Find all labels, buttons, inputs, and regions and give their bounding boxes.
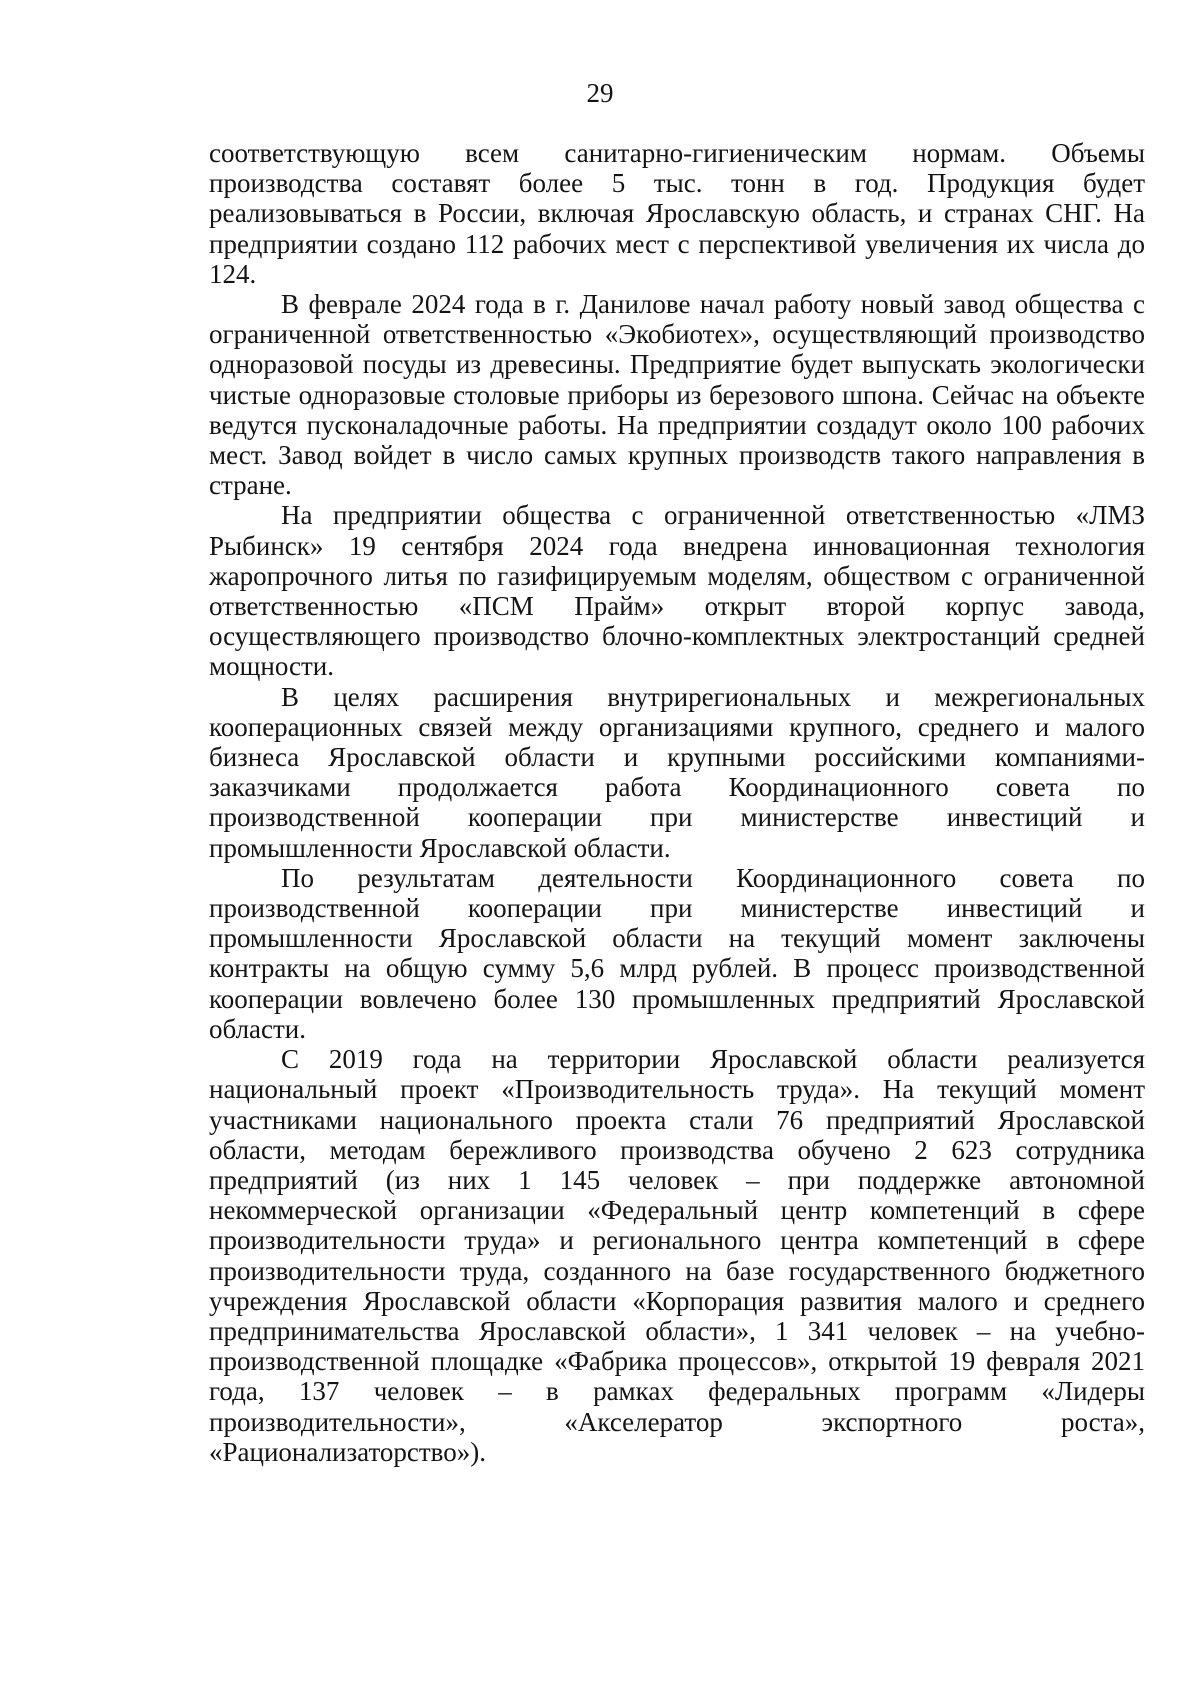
paragraph-5: По результатам деятельности Координационного совета по производственной кооперации при министерстве инвестиций и промышленности Ярославской области на текущий момент заключены контракты на общую сумму 5,6 млрд рублей. В процесс производственной кооперации вовлечено более 130 промышленных предприятий Ярославской области. bbox=[209, 862, 1145, 1044]
paragraph-3: На предприятии общества с ограниченной ответственностью «ЛМЗ Рыбинск» 19 сентября 2024 года внедрена инновационная технология жаропрочного литья по газифицируемым моделям, обществом с ограниченной ответственностью «ПСМ Прайм» открыт второй корпус завода, осуществляющего производство блочно-комплектных электростанций средней мощности. bbox=[209, 500, 1145, 682]
paragraph-4: В целях расширения внутрирегиональных и межрегиональных кооперационных связей между организациями крупного, среднего и малого бизнеса Ярославской области и крупными российскими компаниями-заказчиками продолжается работа Координационного совета по производственной кооперации при министерстве инвестиций и промышленности Ярославской области. bbox=[209, 681, 1145, 863]
page-number: 29 bbox=[586, 78, 614, 108]
paragraph-2: В феврале 2024 года в г. Данилове начал работу новый завод общества с ограниченной ответственностью «Экобиотех», осуществляющий производство одноразовой посуды из древесины. Предприятие будет выпускать экологически чистые одноразовые столовые приборы из березового шпона. Сейчас на объекте ведутся пусконаладочные работы. На предприятии создадут около 100 рабочих мест. Завод войдет в число самых крупных производств такого направления в стране. bbox=[209, 289, 1145, 501]
paragraph-1: соответствующую всем санитарно-гигиеническим нормам. Объемы производства составят более 5 тыс. тонн в год. Продукция будет реализовываться в России, включая Ярославскую область, и странах СНГ. На предприятии создано 112 рабочих мест с перспективой увеличения их числа до 124. bbox=[209, 138, 1145, 289]
body-text bbox=[209, 138, 1145, 1467]
paragraph-6: С 2019 года на территории Ярославской области реализуется национальный проект «Производительность труда». На текущий момент участниками национального проекта стали 76 предприятий Ярославской области, методам бережливого производства обучено 2 623 сотрудника предприятий (из них 1 145 человек – при поддержке автономной некоммерческой организации «Федеральный центр компетенций в сфере производительности труда» и регионального центра компетенций в сфере производительности труда, созданного на базе государственного бюджетного учреждения Ярославской области «Корпорация развития малого и среднего предпринимательства Ярославской области», 1 341 человек – на учебно-производственной площадке «Фабрика процессов», открытой 19 февраля 2021 года, 137 человек – в рамках федеральных программ «Лидеры производительности», «Акселератор экспортного роста», «Рационализаторство»). bbox=[209, 1044, 1145, 1467]
